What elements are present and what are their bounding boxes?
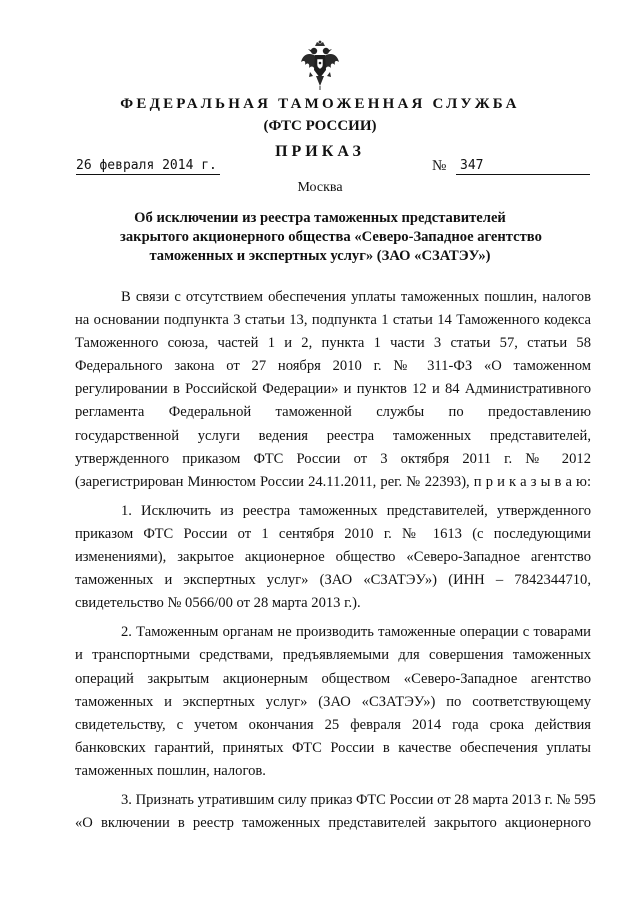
- paragraph-item-2: [75, 621, 591, 783]
- paragraph-item-3: [75, 789, 596, 835]
- text-line: Федерального закона от 27 ноября 2010 г. № 311-ФЗ «О таможенном: [75, 358, 591, 375]
- title-line: таможенных и экспертных услуг» (ЗАО «СЗАТЭУ»): [149, 248, 491, 264]
- text-line: таможенных и экспертных услуг» (ЗАО «СЗАТЭУ») по соответствующему: [75, 693, 591, 710]
- text-line: свидетельству, с учетом окончания 25 февраля 2014 года срока действия: [75, 716, 591, 733]
- text-line: операций закрытым акционерным обществом «Северо-Западное агентство: [75, 670, 591, 687]
- title-line: закрытого акционерного общества «Северо-Западное агентство: [120, 229, 542, 245]
- text-line: таможенных пошлин, налогов.: [75, 762, 266, 779]
- text-line: В связи с отсутствием обеспечения уплаты таможенных пошлин, налогов: [121, 289, 591, 305]
- document-date: 26 февраля 2014 г.: [76, 158, 220, 175]
- text-line: утвержденного приказом ФТС России от 3 октября 2011 г. № 2012: [75, 450, 591, 467]
- text-line: Таможенного союза, частей 1 и 2, пункта 1 части 3 статьи 57, статьи 58: [75, 335, 591, 352]
- text-line: на основании подпункта 3 статьи 13, подпункта 1 статьи 14 Таможенного кодекса: [75, 312, 591, 329]
- paragraph-item-1: [75, 500, 591, 615]
- number-label: №: [432, 158, 447, 174]
- text-line: «О включении в реестр таможенных представителей закрытого акционерного: [75, 815, 591, 832]
- text-line: регулировании в Российской Федерации» и пунктов 12 и 84 Административного: [75, 381, 591, 398]
- text-line: изменениями), закрытое акционерное общество «Северо-Западное агентство: [75, 549, 591, 566]
- title-line: Об исключении из реестра таможенных представителей: [134, 210, 506, 226]
- text-line: приказом ФТС России от 1 сентября 2010 г. № 1613 (с последующими: [75, 525, 591, 542]
- document-title: [120, 209, 542, 266]
- document-type: ПРИКАЗ: [275, 143, 365, 160]
- text-line: 2. Таможенным органам не производить таможенные операции с товарами: [121, 624, 591, 641]
- text-line: и транспортными средствами, предъявляемыми для совершения таможенных: [75, 647, 591, 664]
- city: Москва: [297, 180, 343, 195]
- text-line: таможенных и экспертных услуг» (ЗАО «СЗАТЭУ») (ИНН – 7842344710,: [75, 572, 591, 589]
- coat-of-arms-icon: [299, 40, 341, 92]
- text-line: 1. Исключить из реестра таможенных представителей, утвержденного: [121, 502, 591, 519]
- document-body: [75, 286, 596, 835]
- text-line: государственной услуги ведения реестра таможенных представителей,: [75, 427, 591, 444]
- text-line: свидетельство № 0566/00 от 28 марта 2013 г.).: [75, 595, 361, 612]
- agency-name: ФЕДЕРАЛЬНАЯ ТАМОЖЕННАЯ СЛУЖБА: [120, 96, 520, 112]
- text-line: регламента Федеральной таможенной службы по предоставлению: [75, 404, 591, 421]
- paragraph-preamble: [75, 286, 591, 494]
- text-line: банковских гарантий, принятых ФТС России в качестве обеспечения уплаты: [75, 739, 591, 756]
- text-line: (зарегистрирован Минюстом России 24.11.2011, рег. № 22393), п р и к а з ы в а ю:: [75, 473, 591, 490]
- document-number: 347: [456, 158, 590, 175]
- text-line: 3. Признать утратившим силу приказ ФТС России от 28 марта 2013 г. № 595: [121, 791, 596, 808]
- agency-short-name: (ФТС РОССИИ): [263, 118, 377, 134]
